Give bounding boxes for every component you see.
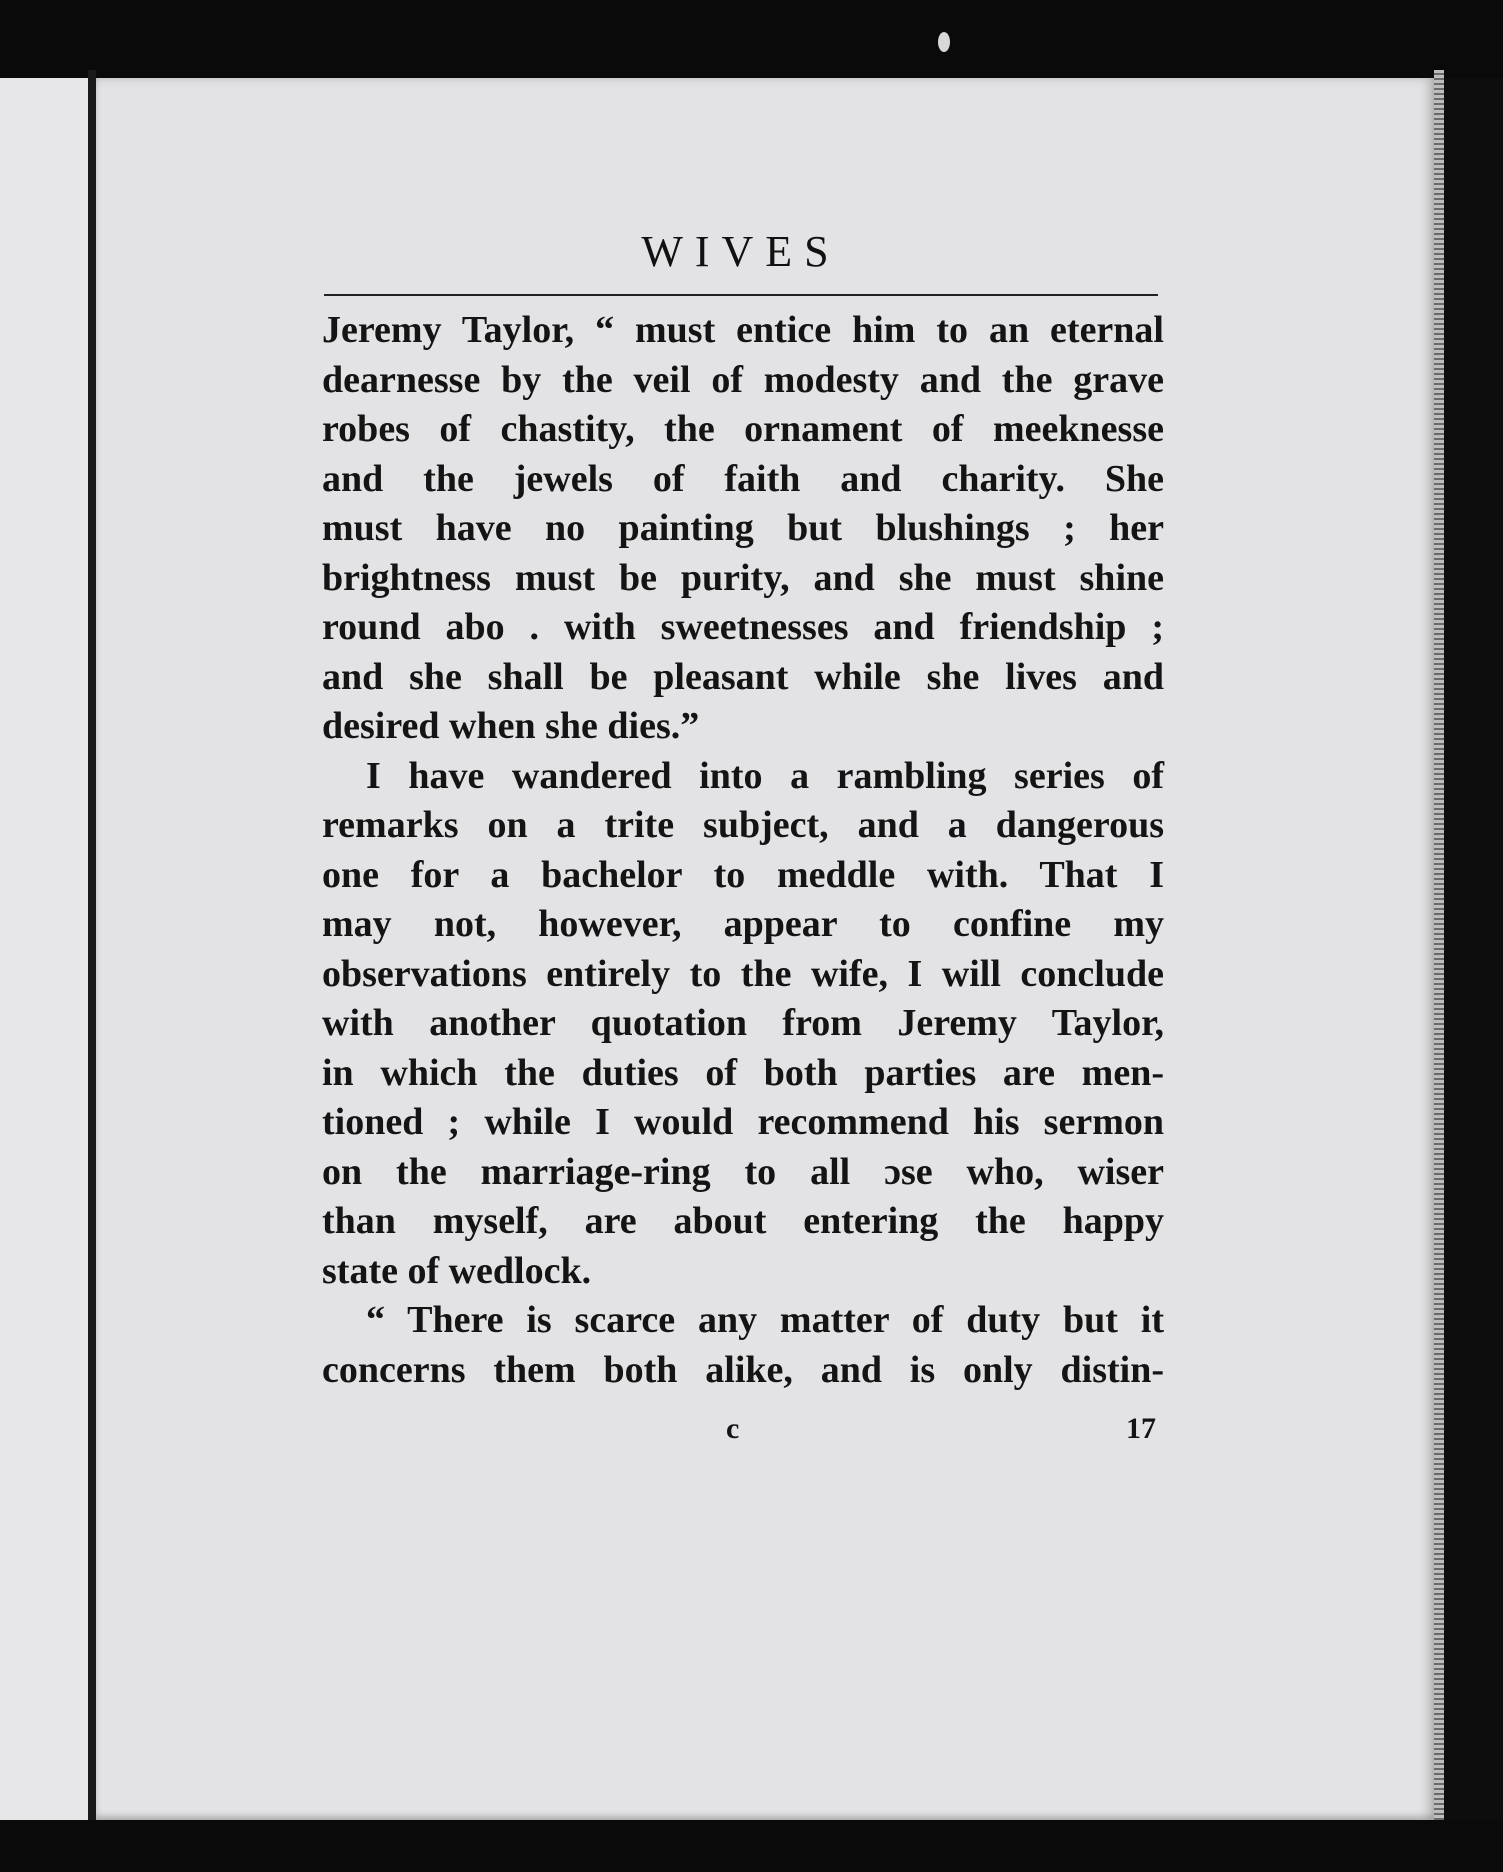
text-line: and the jewels of faith and charity. She: [322, 457, 1164, 500]
text-line: on the marriage-ring to all ɔse who, wiser: [322, 1150, 1164, 1193]
text-line: tioned ; while I would recommend his sermon: [322, 1101, 1164, 1143]
page-number: 17: [1126, 1412, 1156, 1445]
text-line: remarks on a trite subject, and a dangerous: [322, 804, 1164, 846]
text-line: must have no painting but blushings ; her: [322, 507, 1164, 549]
text-line: Jeremy Taylor, “ must entice him to an eternal: [322, 309, 1164, 351]
scan-speck: [938, 32, 950, 52]
text-line: desired when she dies.”: [322, 705, 700, 747]
signature-mark: c: [726, 1412, 740, 1445]
text-line: than myself, are about entering the happy: [322, 1200, 1164, 1242]
text-line: brightness must be purity, and she must shine: [322, 556, 1164, 599]
text-line: may not, however, appear to confine my: [322, 903, 1164, 945]
scan-border-bottom: [0, 1820, 1503, 1872]
text-line: and she shall be pleasant while she lives and: [322, 655, 1164, 698]
text-line: robes of chastity, the ornament of meeknesse: [322, 408, 1164, 450]
paragraph: [322, 1296, 1164, 1395]
text-line: round abo . with sweetnesses and friendship ;: [322, 606, 1164, 648]
text-line: observations entirely to the wife, I will conclude: [322, 952, 1164, 995]
text-line: with another quotation from Jeremy Taylor,: [322, 1002, 1164, 1044]
text-line: “ There is scarce any matter of duty but it: [366, 1299, 1164, 1341]
body-text: [322, 306, 1164, 1395]
scan-border-top: [0, 0, 1503, 78]
paragraph: [322, 752, 1164, 1297]
text-line: dearnesse by the veil of modesty and the grave: [322, 358, 1164, 401]
running-head: WIVES: [641, 227, 841, 276]
book-gutter: [88, 70, 96, 1820]
text-line: in which the duties of both parties are men-: [322, 1051, 1164, 1094]
paragraph: [322, 306, 1164, 752]
facing-page-edge: [0, 78, 90, 1820]
text-line: state of wedlock.: [322, 1249, 592, 1292]
text-line: concerns them both alike, and is only distin-: [322, 1348, 1164, 1391]
text-line: I have wandered into a rambling series of: [366, 754, 1164, 797]
text-line: one for a bachelor to meddle with. That I: [322, 853, 1164, 896]
header-rule: [324, 294, 1158, 296]
page-edge-right: [1434, 70, 1444, 1820]
